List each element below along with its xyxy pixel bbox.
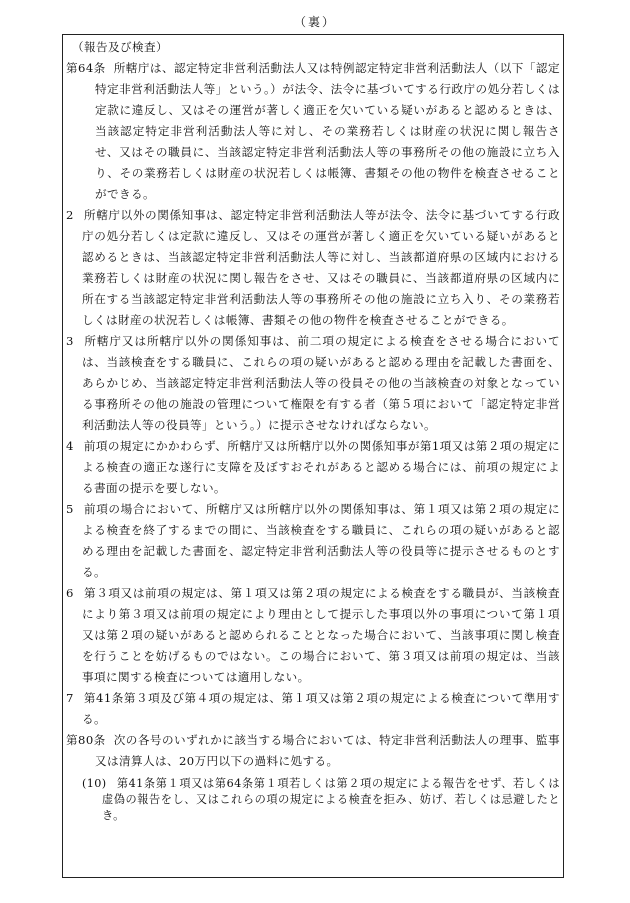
paragraph-text: 所轄庁又は所轄庁以外の関係知事は、前二項の規定による検査をさせる場合においては、当該検査をする職員に、これらの項の疑いがあると認める理由を記載した書面を、あらかじめ、当該認定特定非営利活動法人等の役員その他の当該検査の対象となっている事務所その他の施設の管理について権限を有する者（第５項において「認定特定非営利活動法人等の役員等」という。）に提示させなければならない。: [82, 334, 560, 432]
paragraph-number: 7: [66, 691, 74, 705]
article-64-paragraph-4: [66, 436, 560, 499]
article-64-paragraph-5: [66, 499, 560, 583]
article-80-number: 第80条: [66, 733, 106, 747]
item-text: 第41条第１項又は第64条第１項若しくは第２項の規定による報告をせず、若しくは虚偽の報告をし、又はこれらの項の規定による検査を拒み、妨げ、若しくは忌避したとき。: [102, 777, 560, 822]
paragraph-text: 第41条第３項及び第４項の規定は、第１項又は第２項の規定による検査について準用する。: [82, 691, 560, 726]
paragraph-text: 前項の規定にかかわらず、所轄庁又は所轄庁以外の関係知事が第1項又は第２項の規定による検査の適正な遂行に支障を及ぼすおそれがあると認める場合には、前項の規定による書面の提示を要しない。: [82, 439, 560, 495]
paragraph-number: 6: [66, 586, 74, 600]
article-64-paragraph-3: [66, 331, 560, 436]
article-80: [66, 730, 560, 772]
document-body: [66, 37, 560, 824]
article-64-paragraph-6: [66, 583, 560, 688]
paragraph-text: 所轄庁以外の関係知事は、認定特定非営利活動法人等が法令、法令に基づいてする行政庁の処分若しくは定款に違反し、又はその運営が著しく適正を欠いている疑いがあると認めるときは、当該認定特定非営利活動法人等に対し、当該都道府県の区域内における業務若しくは財産の状況に関し報告をさせ、又はその職員に、当該都道府県の区域内に所在する当該認定特定非営利活動法人等の事務所その他の施設に立ち入り、その業務若しくは財産の状況若しくは帳簿、書類その他の物件を検査させることができる。: [82, 208, 560, 327]
section-heading: （報告及び検査）: [72, 40, 168, 54]
article-64-text: 所轄庁は、認定特定非営利活動法人又は特例認定特定非営利活動法人（以下「認定特定非営利活動法人等」という。）が法令、法令に基づいてする行政庁の処分若しくは定款に違反し、又はその運営が著しく適正を欠いている疑いがあると認めるときは、当該認定特定非営利活動法人等に対し、その業務若しくは財産の状況に関し報告させ、又はその職員に、当該認定特定非営利活動法人等の事務所その他の施設に立ち入り、その業務若しくは財産の状況若しくは帳簿、書類その他の物件を検査させることができる。: [95, 61, 560, 201]
paragraph-number: 3: [66, 334, 74, 348]
article-64-number: 第64条: [66, 61, 106, 75]
paragraph-text: 前項の場合において、所轄庁又は所轄庁以外の関係知事は、第１項又は第２項の規定による検査を終了するまでの間に、当該検査をする職員に、これらの項の疑いがあると認める理由を記載した書面を、認定特定非営利活動法人等の役員等に提示させるものとする。: [82, 502, 560, 579]
item-number: (10): [82, 777, 107, 790]
article-64-paragraph-2: [66, 205, 560, 331]
page-side-label: （裏）: [293, 15, 336, 29]
article-80-text: 次の各号のいずれかに該当する場合においては、特定非営利活動法人の理事、監事又は清算人は、20万円以下の過料に処する。: [95, 733, 560, 768]
article-80-item-10: [72, 776, 560, 824]
paragraph-number: 2: [66, 208, 74, 222]
article-64: [66, 58, 560, 205]
article-64-paragraph-7: [66, 688, 560, 730]
paragraph-text: 第３項又は前項の規定は、第１項又は第２項の規定による検査をする職員が、当該検査により第３項又は前項の規定により理由として提示した事項以外の事項について第１項又は第２項の疑いがあると認められることとなった場合において、当該事項に関し検査を行うことを妨げるものではない。この場合において、第３項又は前項の規定は、当該事項に関する検査については適用しない。: [82, 586, 560, 684]
paragraph-number: 4: [66, 439, 74, 453]
paragraph-number: 5: [66, 502, 74, 516]
